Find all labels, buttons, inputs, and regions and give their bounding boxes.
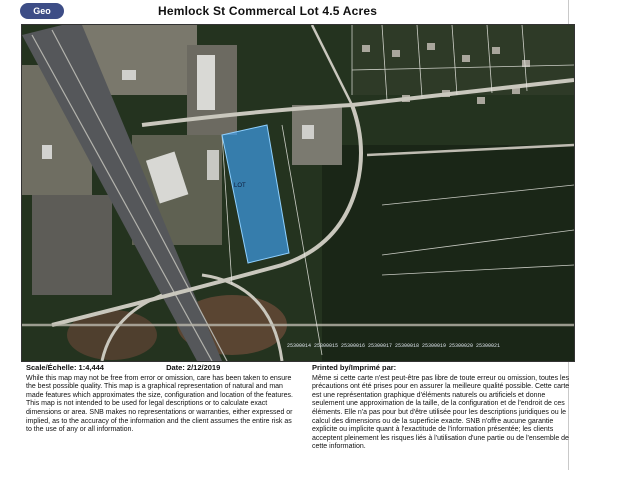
geo-logo	[20, 3, 64, 19]
disclaimer-english: While this map may not be free from error or omission, care has been taken to ensure the best possible quality. This map is a graphical representation of natural and man made features which approximates the size, configuration and location of the features. This map is not intended to be used for legal descriptions or to calculate exact dimensions or area. SNB makes no representations or warranties, either expressed or implied, as to the accuracy of the information and the client assumes the entire risk as to the use of any or all information.	[26, 374, 293, 434]
map-footer	[22, 362, 574, 462]
printed-by-label: Printed by/Imprimé par:	[312, 363, 397, 372]
aerial-map[interactable]	[21, 24, 575, 362]
logo-text: Geo	[33, 6, 51, 16]
scale-label: Scale/Échelle: 1:4,444	[26, 363, 104, 372]
scale-date-row	[26, 364, 296, 373]
map-title: Hemlock St Commercal Lot 4.5 Acres	[158, 4, 378, 18]
lot-label: LOT	[234, 183, 246, 189]
footer-left	[26, 364, 296, 435]
footer-right	[312, 364, 574, 452]
map-sheet	[8, 0, 569, 470]
disclaimer-french: Même si cette carte n'est peut-être pas libre de toute erreur ou omission, toutes les précautions ont été prises pour en assurer la meilleure qualité possible. Cette carte est une représentation graphique d'éléments naturels ou artificiels et donne seulement une approximation de la taille, de la configuration et de l'endroit de ces éléments. Elle n'a pas pour but d'être utilisée pour les descriptions juridiques ou le calcul des dimensions ou de la superficie exacte. SNB n'offre aucune garantie explicite ou implicite quant à l'exactitude de l'information présentée; les clients acceptent pleinement les risques liés à l'utilisation d'une partie ou de l'ensemble de cette information.	[312, 374, 570, 451]
aerial-imagery	[22, 25, 574, 361]
date-label: Date: 2/12/2019	[166, 363, 221, 372]
parcel-numbers: 25300014 25300015 25300016 25300017 25300018 25300019 25300020 25300021	[287, 343, 501, 349]
